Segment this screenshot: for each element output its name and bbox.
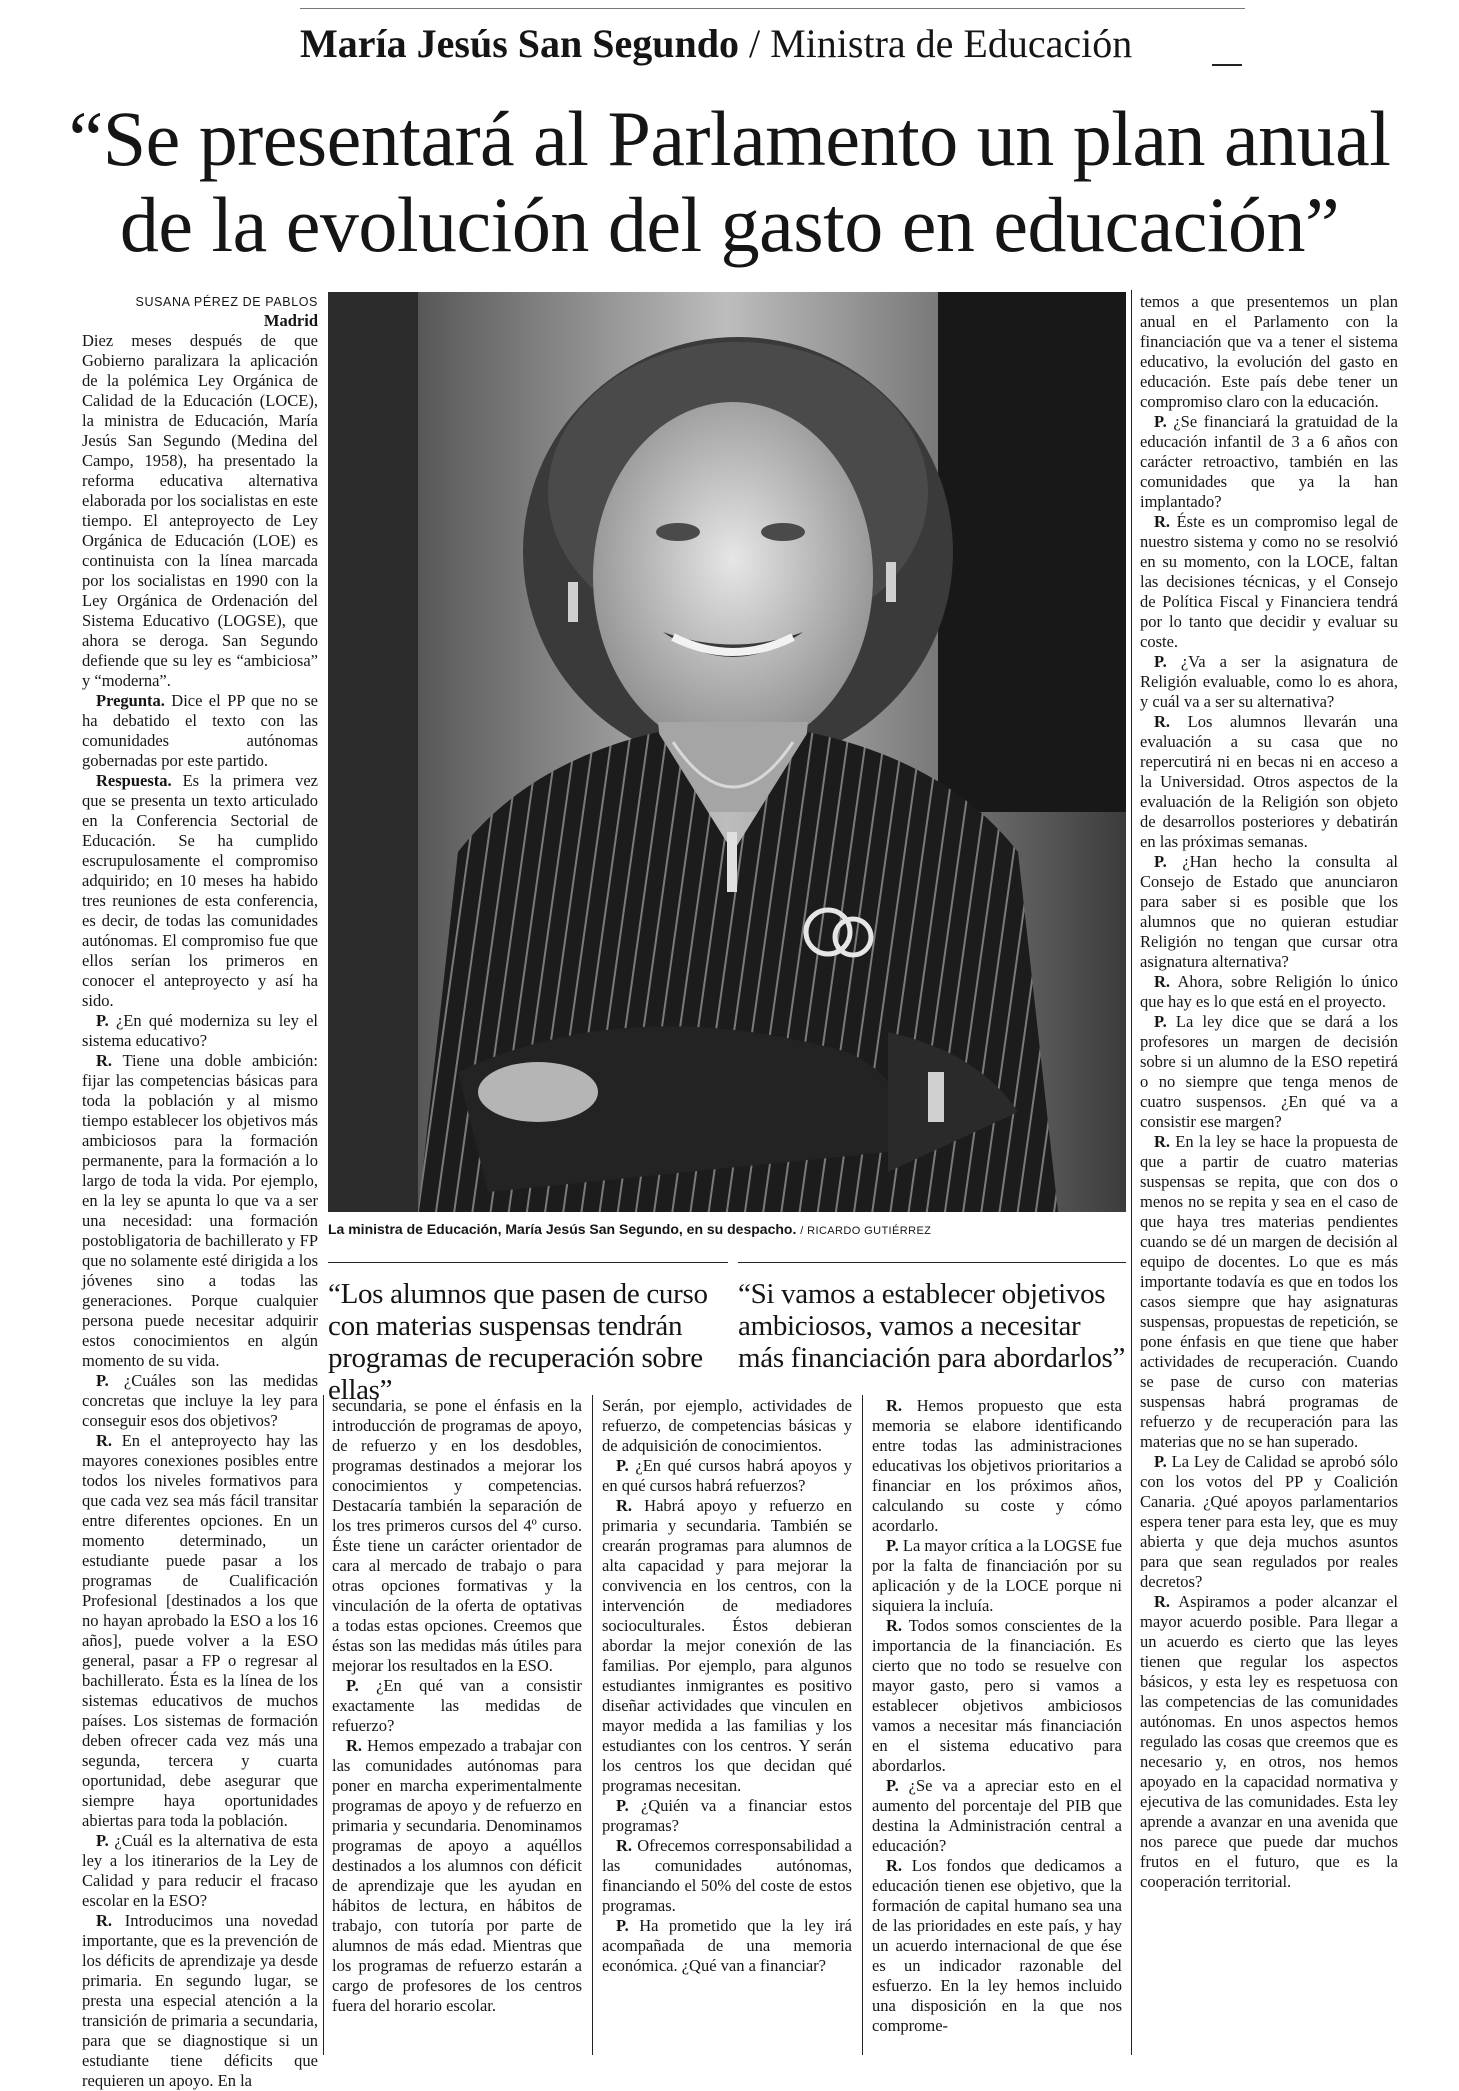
speaker-label: P. <box>96 1371 109 1390</box>
column-rule-3 <box>862 1395 863 2055</box>
speaker-label: P. <box>616 1796 629 1815</box>
article-paragraph <box>872 1616 1122 1776</box>
interviewee-name: María Jesús San Segundo <box>300 21 739 66</box>
article-paragraph <box>1140 1452 1398 1592</box>
interviewee-title: Ministra de Educación <box>770 21 1133 66</box>
speaker-label: P. <box>346 1676 359 1695</box>
paragraph-text: ¿En qué moderniza su ley el sistema educativo? <box>82 1011 318 1050</box>
headline-line-1: “Se presentará al Parlamento un plan anual <box>68 95 1391 182</box>
article-paragraph <box>82 1831 318 1911</box>
article-paragraph <box>1140 1132 1398 1452</box>
article-paragraph <box>332 1736 582 2016</box>
speaker-label: R. <box>1154 512 1171 531</box>
headline-line-2: de la evolución del gasto en educación” <box>119 181 1340 268</box>
paragraph-text: Los alumnos llevarán una evaluación a su casa que no repercutirá ni en becas ni en acceso a la Universidad. Otros aspectos de la evaluación de la Religión son objeto de desarrollos posteriores y debatirán en las próximas semanas. <box>1140 712 1399 851</box>
article-paragraph <box>872 1856 1122 2036</box>
pullquote-left: “Los alumnos que pasen de curso con materias suspensas tendrán programas de recuperación sobre ellas” <box>328 1278 708 1406</box>
article-paragraph <box>82 1431 318 1831</box>
paragraph-text: Serán, por ejemplo, actividades de refuerzo, de competencias básicas y de adquisición de conocimientos. <box>602 1396 852 1455</box>
article-paragraph <box>82 1051 318 1371</box>
paragraph-text: En el anteproyecto hay las mayores conexiones posibles entre todos los niveles formativos para que cada vez sea más fácil transitar entre diferentes opciones. En un momento determinado, un estudiante puede pasar a los programas de Cualificación Profesional [destinados a los que no hayan aprobado la ESO a los 16 años], puede volver a la ESO general, pasar a FP o regresar al bachillerato. Ésta es la línea de los sistemas educativos de muchos países. Los sistemas de formación deben ofrecer cada vez más una segunda, tercera y cuarta oportunidad, debe asegurar que siempre haya oportunidades abiertas para toda la población. <box>82 1431 318 1830</box>
speaker-label: R. <box>96 1911 113 1930</box>
speaker-label: R. <box>886 1396 903 1415</box>
speaker-label: R. <box>616 1836 633 1855</box>
paragraph-text: En la ley se hace la propuesta de que a partir de cuatro materias suspensas se repita, que con dos o menos no se repita y sea en el caso de que haya tres materias pendientes cuando se dé un margen de decisión al equipo de docentes. Lo que es más importante todavía es que en todos los casos siempre que hay asignaturas suspensas, propuestas de repetición, se pone énfasis en que tiene que haber actividades de recuperación. Cuando se pase de curso con materias suspensas habrá programas de refuerzo y de recuperación para las materias que no se han superado. <box>1140 1132 1398 1451</box>
article-paragraph <box>602 1496 852 1796</box>
article-paragraph <box>872 1776 1122 1856</box>
speaker-label: R. <box>1154 972 1171 991</box>
article-paragraph <box>1140 652 1398 712</box>
article-column-3 <box>602 1396 852 2056</box>
speaker-label: P. <box>1154 1012 1167 1031</box>
article-column-1 <box>82 294 319 2090</box>
minister-photo <box>328 292 1126 1212</box>
speaker-label: P. <box>1154 412 1167 431</box>
paragraph-text: Introducimos una novedad importante, que es la prevención de los déficits de aprendizaje ya desde primaria. En segundo lugar, se presta una especial atención a la transición de primaria a secundaria, para que se diagnostique si un estudiante tiene déficits que requieren un apoyo. En la <box>82 1911 318 2090</box>
article-column-2 <box>332 1396 582 2056</box>
speaker-label: P. <box>616 1456 629 1475</box>
speaker-label: R. <box>96 1051 113 1070</box>
headline <box>0 96 1459 268</box>
article-paragraph <box>602 1456 852 1496</box>
paragraph-text: Ofrecemos corresponsabilidad a las comunidades autónomas, financiando el 50% del coste de estos programas. <box>602 1836 852 1915</box>
article-paragraph <box>1140 852 1398 972</box>
speaker-label: P. <box>616 1916 629 1935</box>
article-paragraph <box>82 771 318 1011</box>
byline-city: Madrid <box>263 311 318 330</box>
pullquote-left-rule <box>328 1262 728 1263</box>
article-paragraph <box>82 331 318 691</box>
speaker-label: P. <box>96 1831 109 1850</box>
paragraph-text: Todos somos conscientes de la importancia de la financiación. Es cierto que no todo se resuelve con mayor gasto, pero si vamos a establecer objetivos ambiciosos vamos a necesitar más financiación en el sistema educativo para abordarlos. <box>872 1616 1123 1775</box>
speaker-label: R. <box>346 1736 363 1755</box>
speaker-label: Respuesta. <box>96 771 172 790</box>
paragraph-text: ¿En qué cursos habrá apoyos y en qué cursos habrá refuerzos? <box>602 1456 852 1495</box>
article-paragraph <box>1140 292 1398 412</box>
article-paragraph <box>1140 1012 1398 1132</box>
paragraph-text: Ahora, sobre Religión lo único que hay es lo que está en el proyecto. <box>1140 972 1399 1011</box>
header-top-rule <box>300 8 1245 9</box>
speaker-label: P. <box>1154 852 1167 871</box>
article-paragraph <box>1140 712 1398 852</box>
paragraph-text: secundaria, se pone el énfasis en la introducción de programas de apoyo, de refuerzo y en los desdobles, programas destinados a mejorar los conocimientos y competencias. Destacaría también la separación de los tres primeros cursos del 4º curso. Éste tiene un carácter orientador de cara al mercado de trabajo o para otras opciones formativas y la vinculación de la oferta de optativas a todas estas opciones. Creemos que éstas son las medidas más útiles para mejorar los resultados en la ESO. <box>332 1396 582 1675</box>
article-paragraph <box>872 1396 1122 1536</box>
paragraph-text: ¿Han hecho la consulta al Consejo de Estado que anunciaron para saber si es posible que los alumnos que no quieran estudiar Religión no tengan que cursar otra asignatura alternativa? <box>1140 852 1398 971</box>
pullquote-right: “Si vamos a establecer objetivos ambiciosos, vamos a necesitar más financiación para abordarlos” <box>738 1278 1126 1374</box>
speaker-label: P. <box>1154 1452 1167 1471</box>
paragraph-text: Habrá apoyo y refuerzo en primaria y secundaria. También se crearán programas para alumnos de alta capacidad y para mejorar la convivencia en los centros, con la intervención de mediadores socioculturales. Éstos debieran abordar la mejor conexión de las familias. Por ejemplo, para algunos estudiantes inmigrantes es positivo diseñar actividades que vinculen en mayor medida a las familias y los estudiantes con los centros. Y serán los centros los que decidan qué programas necesitan. <box>602 1496 852 1795</box>
speaker-label: R. <box>96 1431 113 1450</box>
paragraph-text: ¿Va a ser la asignatura de Religión evaluable, como lo es ahora, y cuál va a ser su alternativa? <box>1140 652 1398 711</box>
pullquote-right-rule <box>738 1262 1126 1263</box>
column-rule-2 <box>592 1395 593 2055</box>
paragraph-text: Éste es un compromiso legal de nuestro sistema y como no se resolvió en su momento, con la LOCE, faltan las decisiones técnicas, y el Consejo de Política Fiscal y Financiera tendrá por lo tanto que decidir y evaluar su coste. <box>1140 512 1398 651</box>
article-column-5 <box>1140 292 1398 2056</box>
column-rule-4 <box>1131 290 1132 2055</box>
article-paragraph <box>602 1836 852 1916</box>
photo-caption <box>328 1218 1128 1240</box>
photo-credit: / RICARDO GUTIÉRREZ <box>800 1225 932 1237</box>
speaker-label: P. <box>886 1776 899 1795</box>
speaker-label: P. <box>886 1536 899 1555</box>
column-rule-1 <box>323 1395 324 2055</box>
paragraph-text: ¿Quién va a financiar estos programas? <box>602 1796 852 1835</box>
article-column-4 <box>872 1396 1122 2056</box>
article-paragraph <box>332 1396 582 1676</box>
paragraph-text: Ha prometido que la ley irá acompañada de una memoria económica. ¿Qué van a financiar? <box>602 1916 853 1975</box>
paragraph-text: Hemos propuesto que esta memoria se elabore identificando entre todas las administraciones educativas los objetivos prioritarios a financiar en los próximos años, calculando su coste y cómo acordarlo. <box>872 1396 1123 1535</box>
article-paragraph <box>82 1371 318 1431</box>
article-paragraph <box>82 1011 318 1051</box>
kicker-underline <box>1212 64 1242 66</box>
paragraph-text: Diez meses después de que Gobierno paralizara la aplicación de la polémica Ley Orgánica de Calidad de la Educación (LOCE), la ministra de Educación, María Jesús San Segundo (Medina del Campo, 1958), ha presentado la reforma educativa alternativa elaborada por los socialistas en este tiempo. El anteproyecto de Ley Orgánica de Educación (LOE) es continuista con la línea marcada por los socialistas en 1990 con la Ley Orgánica de Ordenación del Sistema Educativo (LOGSE), que ahora se deroga. San Segundo defiende que su ley es “ambiciosa” y “moderna”. <box>82 331 318 690</box>
photo-caption-text: La ministra de Educación, María Jesús San Segundo, en su despacho. <box>328 1221 797 1237</box>
paragraph-text: Los fondos que dedicamos a educación tienen ese objetivo, que la formación de capital humano sea una de las prioridades en este país, y hay un acuerdo internacional de que ése es un indicador razonable del esfuerzo. En la ley hemos incluido una disposición en la que nos comprome- <box>872 1856 1123 2035</box>
speaker-label: P. <box>96 1011 109 1030</box>
paragraph-text: La Ley de Calidad se aprobó sólo con los votos del PP y Coalición Canaria. ¿Qué apoyos parlamentarios espera tener para esta ley, que es muy abierta y que deja muchos asuntos para que sean regulados por reales decretos? <box>1140 1452 1398 1591</box>
byline-author: SUSANA PÉREZ DE PABLOS <box>135 295 318 309</box>
speaker-label: R. <box>1154 712 1171 731</box>
article-paragraph <box>1140 1592 1398 1892</box>
speaker-label: R. <box>1154 1592 1171 1611</box>
paragraph-text: ¿Cuál es la alternativa de esta ley a los itinerarios de la Ley de Calidad y para reducir el fracaso escolar en la ESO? <box>82 1831 318 1910</box>
article-paragraph <box>1140 512 1398 652</box>
speaker-label: Pregunta. <box>96 691 165 710</box>
article-paragraph <box>1140 972 1398 1012</box>
portrait-illustration <box>328 292 1126 1212</box>
article-paragraph <box>332 1676 582 1736</box>
section-kicker <box>300 14 1200 74</box>
article-paragraph <box>82 1911 318 2091</box>
paragraph-text: Dice el PP que no se ha debatido el texto con las comunidades autónomas gobernadas por este partido. <box>82 691 318 770</box>
paragraph-text: La ley dice que se dará a los profesores un margen de decisión sobre si un alumno de la ESO repetirá o no siempre que tenga menos de cuatro suspensos. ¿En qué va a consistir ese margen? <box>1140 1012 1398 1131</box>
paragraph-text: temos a que presentemos un plan anual en el Parlamento con la financiación que va a tener el sistema educativo, la evolución del gasto en educación. Este país debe tener un compromiso claro con la educación. <box>1140 292 1398 411</box>
speaker-label: R. <box>616 1496 633 1515</box>
speaker-label: R. <box>886 1616 903 1635</box>
paragraph-text: ¿Se financiará la gratuidad de la educación infantil de 3 a 6 años con carácter retroactivo, también en las comunidades que ya la han implantado? <box>1140 412 1398 511</box>
paragraph-text: Tiene una doble ambición: fijar las competencias básicas para toda la población y al mismo tiempo establecer los objetivos más ambiciosos para la formación permanente, para la formación a lo largo de toda la vida. Por ejemplo, en la ley se apunta lo que va a ser una necesidad: una formación postobligatoria de bachillerato y FP que no solamente esté dirigida a los jóvenes sino a todas las generaciones. Porque cualquier persona puede necesitar adquirir estos conocimientos en algún momento de su vida. <box>82 1051 318 1370</box>
article-paragraph <box>602 1916 852 1976</box>
paragraph-text: ¿En qué van a consistir exactamente las medidas de refuerzo? <box>332 1676 582 1735</box>
paragraph-text: Hemos empezado a trabajar con las comunidades autónomas para poner en marcha experimentalmente programas de apoyo y de refuerzo en primaria y secundaria. Denominamos programas de apoyo a aquéllos destinados a los alumnos con déficit de aprendizaje que les ayudan en hábitos de lectura, en hábitos de trabajo, con tutoría por parte de alumnos de más edad. Mientras que los programas de refuerzo estarán a cargo de profesores de los centros fuera del horario escolar. <box>332 1736 583 2015</box>
speaker-label: R. <box>886 1856 903 1875</box>
kicker-separator: / <box>748 21 761 66</box>
article-paragraph <box>602 1396 852 1456</box>
paragraph-text: La mayor crítica a la LOGSE fue por la falta de financiación por su aplicación y de la LOCE porque ni siquiera la incluía. <box>872 1536 1122 1615</box>
paragraph-text: Aspiramos a poder alcanzar el mayor acuerdo posible. Para llegar a un acuerdo es cierto que las leyes tienen que regular los aspectos básicos, y esta ley es respetuosa con las competencias de las comunidades autónomas. En unos aspectos hemos regulado las cosas que creemos que es necesario y, en otros, nos hemos apoyado en la capacidad normativa y ejecutiva de las comunidades. Esta ley aprende a avanzar en una avenida que nos parece que puede dar muchos frutos en el futuro, que es la cooperación territorial. <box>1140 1592 1398 1891</box>
article-paragraph <box>872 1536 1122 1616</box>
article-paragraph <box>602 1796 852 1836</box>
article-paragraph <box>82 691 318 771</box>
article-paragraph <box>1140 412 1398 512</box>
paragraph-text: ¿Cuáles son las medidas concretas que incluye la ley para conseguir esos dos objetivos? <box>82 1371 319 1430</box>
paragraph-text: Es la primera vez que se presenta un texto articulado en la Conferencia Sectorial de Educación. Se ha cumplido escrupulosamente el compromiso adquirido; en 10 meses ha habido tres reuniones de esta conferencia, es decir, de todas las comunidades autónomas. El compromiso fue que ellos serían los primeros en conocer el anteproyecto y así ha sido. <box>82 771 318 1010</box>
speaker-label: R. <box>1154 1132 1171 1151</box>
paragraph-text: ¿Se va a apreciar esto en el aumento del porcentaje del PIB que destina la Administración central a educación? <box>872 1776 1123 1855</box>
speaker-label: P. <box>1154 652 1167 671</box>
